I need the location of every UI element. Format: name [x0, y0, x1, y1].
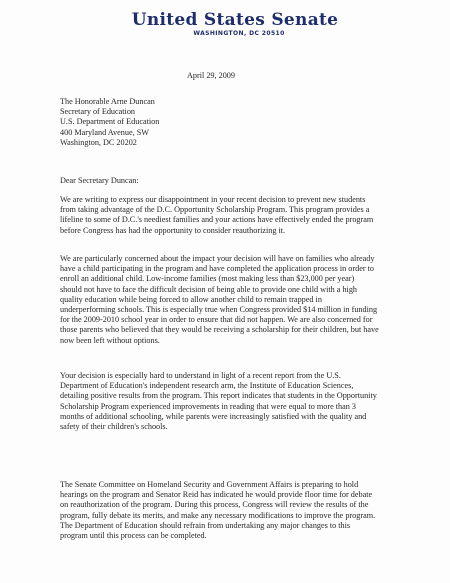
- paragraph-2: [60, 254, 379, 346]
- paragraph-line: program until this process can be completed.: [60, 531, 207, 541]
- paragraph-4: [60, 480, 375, 541]
- paragraph-line: Department of Education's independent research arm, the Institute of Education Sciences,: [60, 381, 354, 391]
- paragraph-line: lifeline to some of D.C.'s neediest families and your actions have effectively ended the program: [60, 215, 374, 225]
- salutation: Dear Secretary Duncan:: [60, 176, 139, 185]
- paragraph-line: from taking advantage of the D.C. Opportunity Scholarship Program. This program provides a: [60, 205, 370, 215]
- letter-date: April 29, 2009: [187, 71, 235, 80]
- paragraph-line: now been left without options.: [60, 335, 160, 345]
- recipient-address: [60, 97, 159, 148]
- paragraph-line: on reauthorization of the program. During this process, Congress will review the results of the: [60, 500, 369, 510]
- address-line: U.S. Department of Education: [60, 117, 160, 127]
- paragraph-line: quality education while being forced to allow another child to remain trapped in: [60, 294, 322, 304]
- paragraph-line: detailing positive results from the program. This report indicates that students in the Opportunity: [60, 391, 377, 401]
- paragraph-line: safety of their children's schools.: [60, 422, 168, 432]
- paragraph-line: We are particularly concerned about the impact your decision will have on families who already: [60, 254, 375, 263]
- paragraph-line: before Congress has had the opportunity to consider reauthorizing it.: [60, 225, 286, 235]
- paragraph-line: Scholarship Program experienced improvements in reading that were equal to more than 3: [60, 401, 357, 411]
- address-line: Secretary of Education: [60, 107, 136, 117]
- paragraph-line: those parents who believed that they would be receiving a scholarship for their children, but have: [60, 325, 379, 335]
- letterhead: [0, 10, 450, 37]
- letterhead-title: United States Senate: [131, 10, 339, 30]
- paragraph-line: enroll an additional child. Low-income families (most making less than $23,000 per year): [60, 274, 355, 284]
- paragraph-line: have a child participating in the program and have completed the application process in order to: [60, 264, 374, 274]
- paragraph-line: hearings on the program and Senator Reid has indicated he would provide floor time for debate: [60, 490, 373, 500]
- address-line: Washington, DC 20202: [60, 137, 137, 147]
- paragraph-3: [60, 371, 377, 432]
- paragraph-line: The Senate Committee on Homeland Security and Government Affairs is preparing to hold: [60, 480, 359, 489]
- paragraph-line: months of additional schooling, while parents were increasingly satisfied with the quality and: [60, 411, 367, 421]
- paragraph-line: for the 2009-2010 school year in order to ensure that did not happen. We are also concerned for: [60, 315, 373, 325]
- paragraph-line: should not have to face the difficult decision of being able to provide one child with a high: [60, 284, 358, 294]
- paragraph-line: Your decision is especially hard to understand in light of a recent report from the U.S.: [60, 371, 341, 380]
- paragraph-line: We are writing to express our disappointment in your recent decision to prevent new students: [60, 195, 366, 204]
- paragraph-1: [60, 195, 373, 236]
- letterhead-subtitle: WASHINGTON, DC 20510: [193, 30, 285, 37]
- paragraph-line: The Department of Education should refrain from undertaking any major changes to this: [60, 520, 351, 530]
- address-line: 400 Maryland Avenue, SW: [60, 127, 149, 137]
- address-line: The Honorable Arne Duncan: [60, 97, 155, 106]
- paragraph-line: underperforming schools. This is especially true when Congress provided $14 million in funding: [60, 305, 378, 315]
- paragraph-line: program, fully debate its merits, and make any necessary modifications to improve the program.: [60, 510, 376, 520]
